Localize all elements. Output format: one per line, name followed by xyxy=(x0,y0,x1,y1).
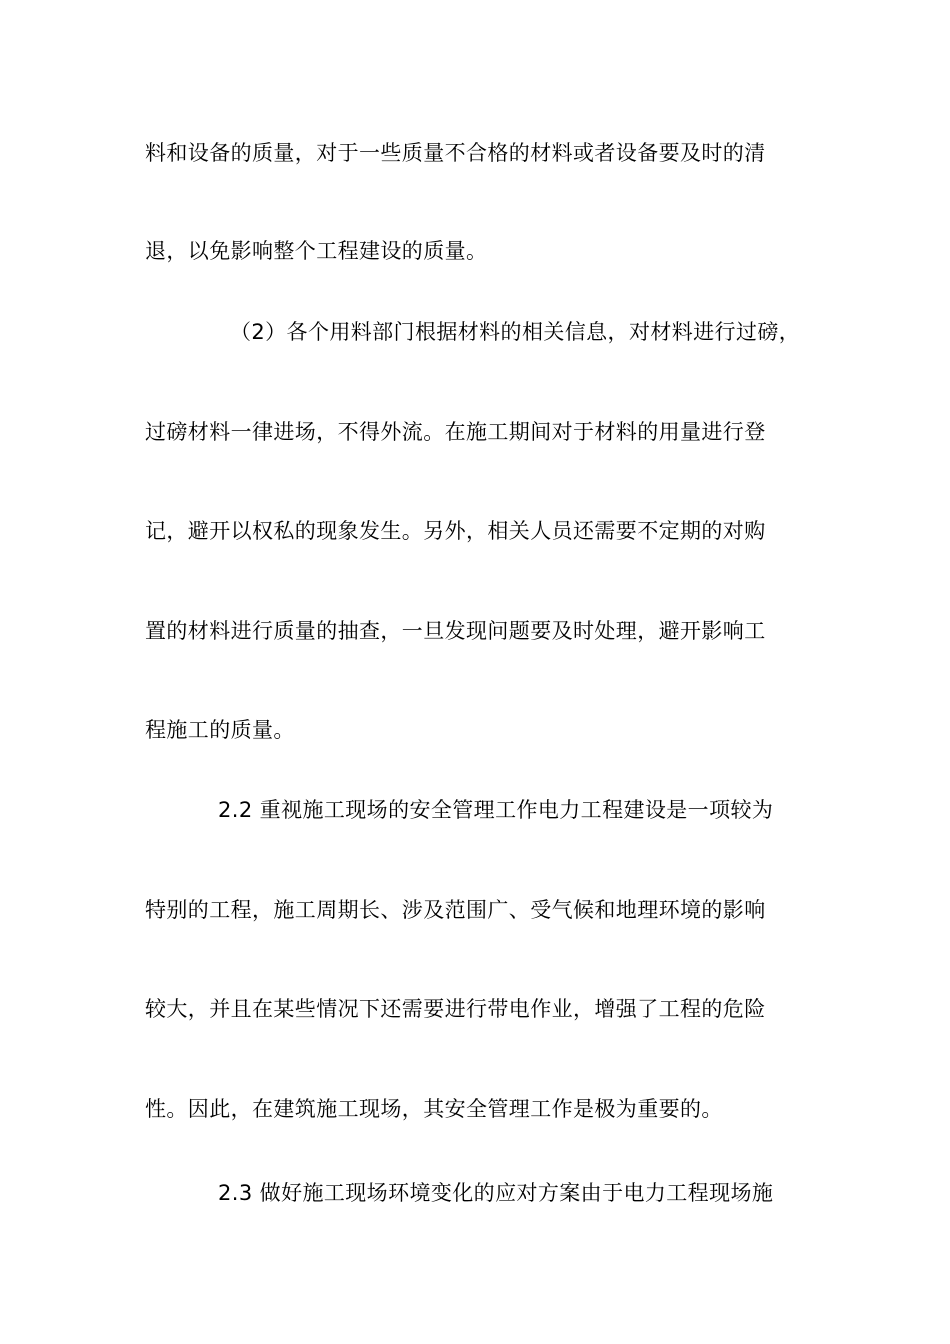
text-line: 性。因此，在建筑施工现场，其安全管理工作是极为重要的。 xyxy=(145,1097,723,1121)
text-line: 程施工的质量。 xyxy=(145,718,295,742)
section-heading-line: 2.2 重视施工现场的安全管理工作电力工程建设是一项较为 xyxy=(218,798,774,822)
section-heading-line: 2.3 做好施工现场环境变化的应对方案由于电力工程现场施 xyxy=(218,1181,774,1205)
text-line: 记，避开以权私的现象发生。另外，相关人员还需要不定期的对购 xyxy=(145,519,766,543)
text-line: 置的材料进行质量的抽查，一旦发现问题要及时处理，避开影响工 xyxy=(145,619,766,643)
text-line: 较大，并且在某些情况下还需要进行带电作业，增强了工程的危险 xyxy=(145,997,766,1021)
text-line: 过磅材料一律进场，不得外流。在施工期间对于材料的用量进行登 xyxy=(145,420,766,444)
text-line: 特别的工程，施工周期长、涉及范围广、受气候和地理环境的影响 xyxy=(145,898,766,922)
text-line: 退，以免影响整个工程建设的质量。 xyxy=(145,239,488,263)
text-line: 料和设备的质量，对于一些质量不合格的材料或者设备要及时的清 xyxy=(145,141,766,165)
paragraph-start-line: （2）各个用料部门根据材料的相关信息，对材料进行过磅， xyxy=(230,320,801,344)
